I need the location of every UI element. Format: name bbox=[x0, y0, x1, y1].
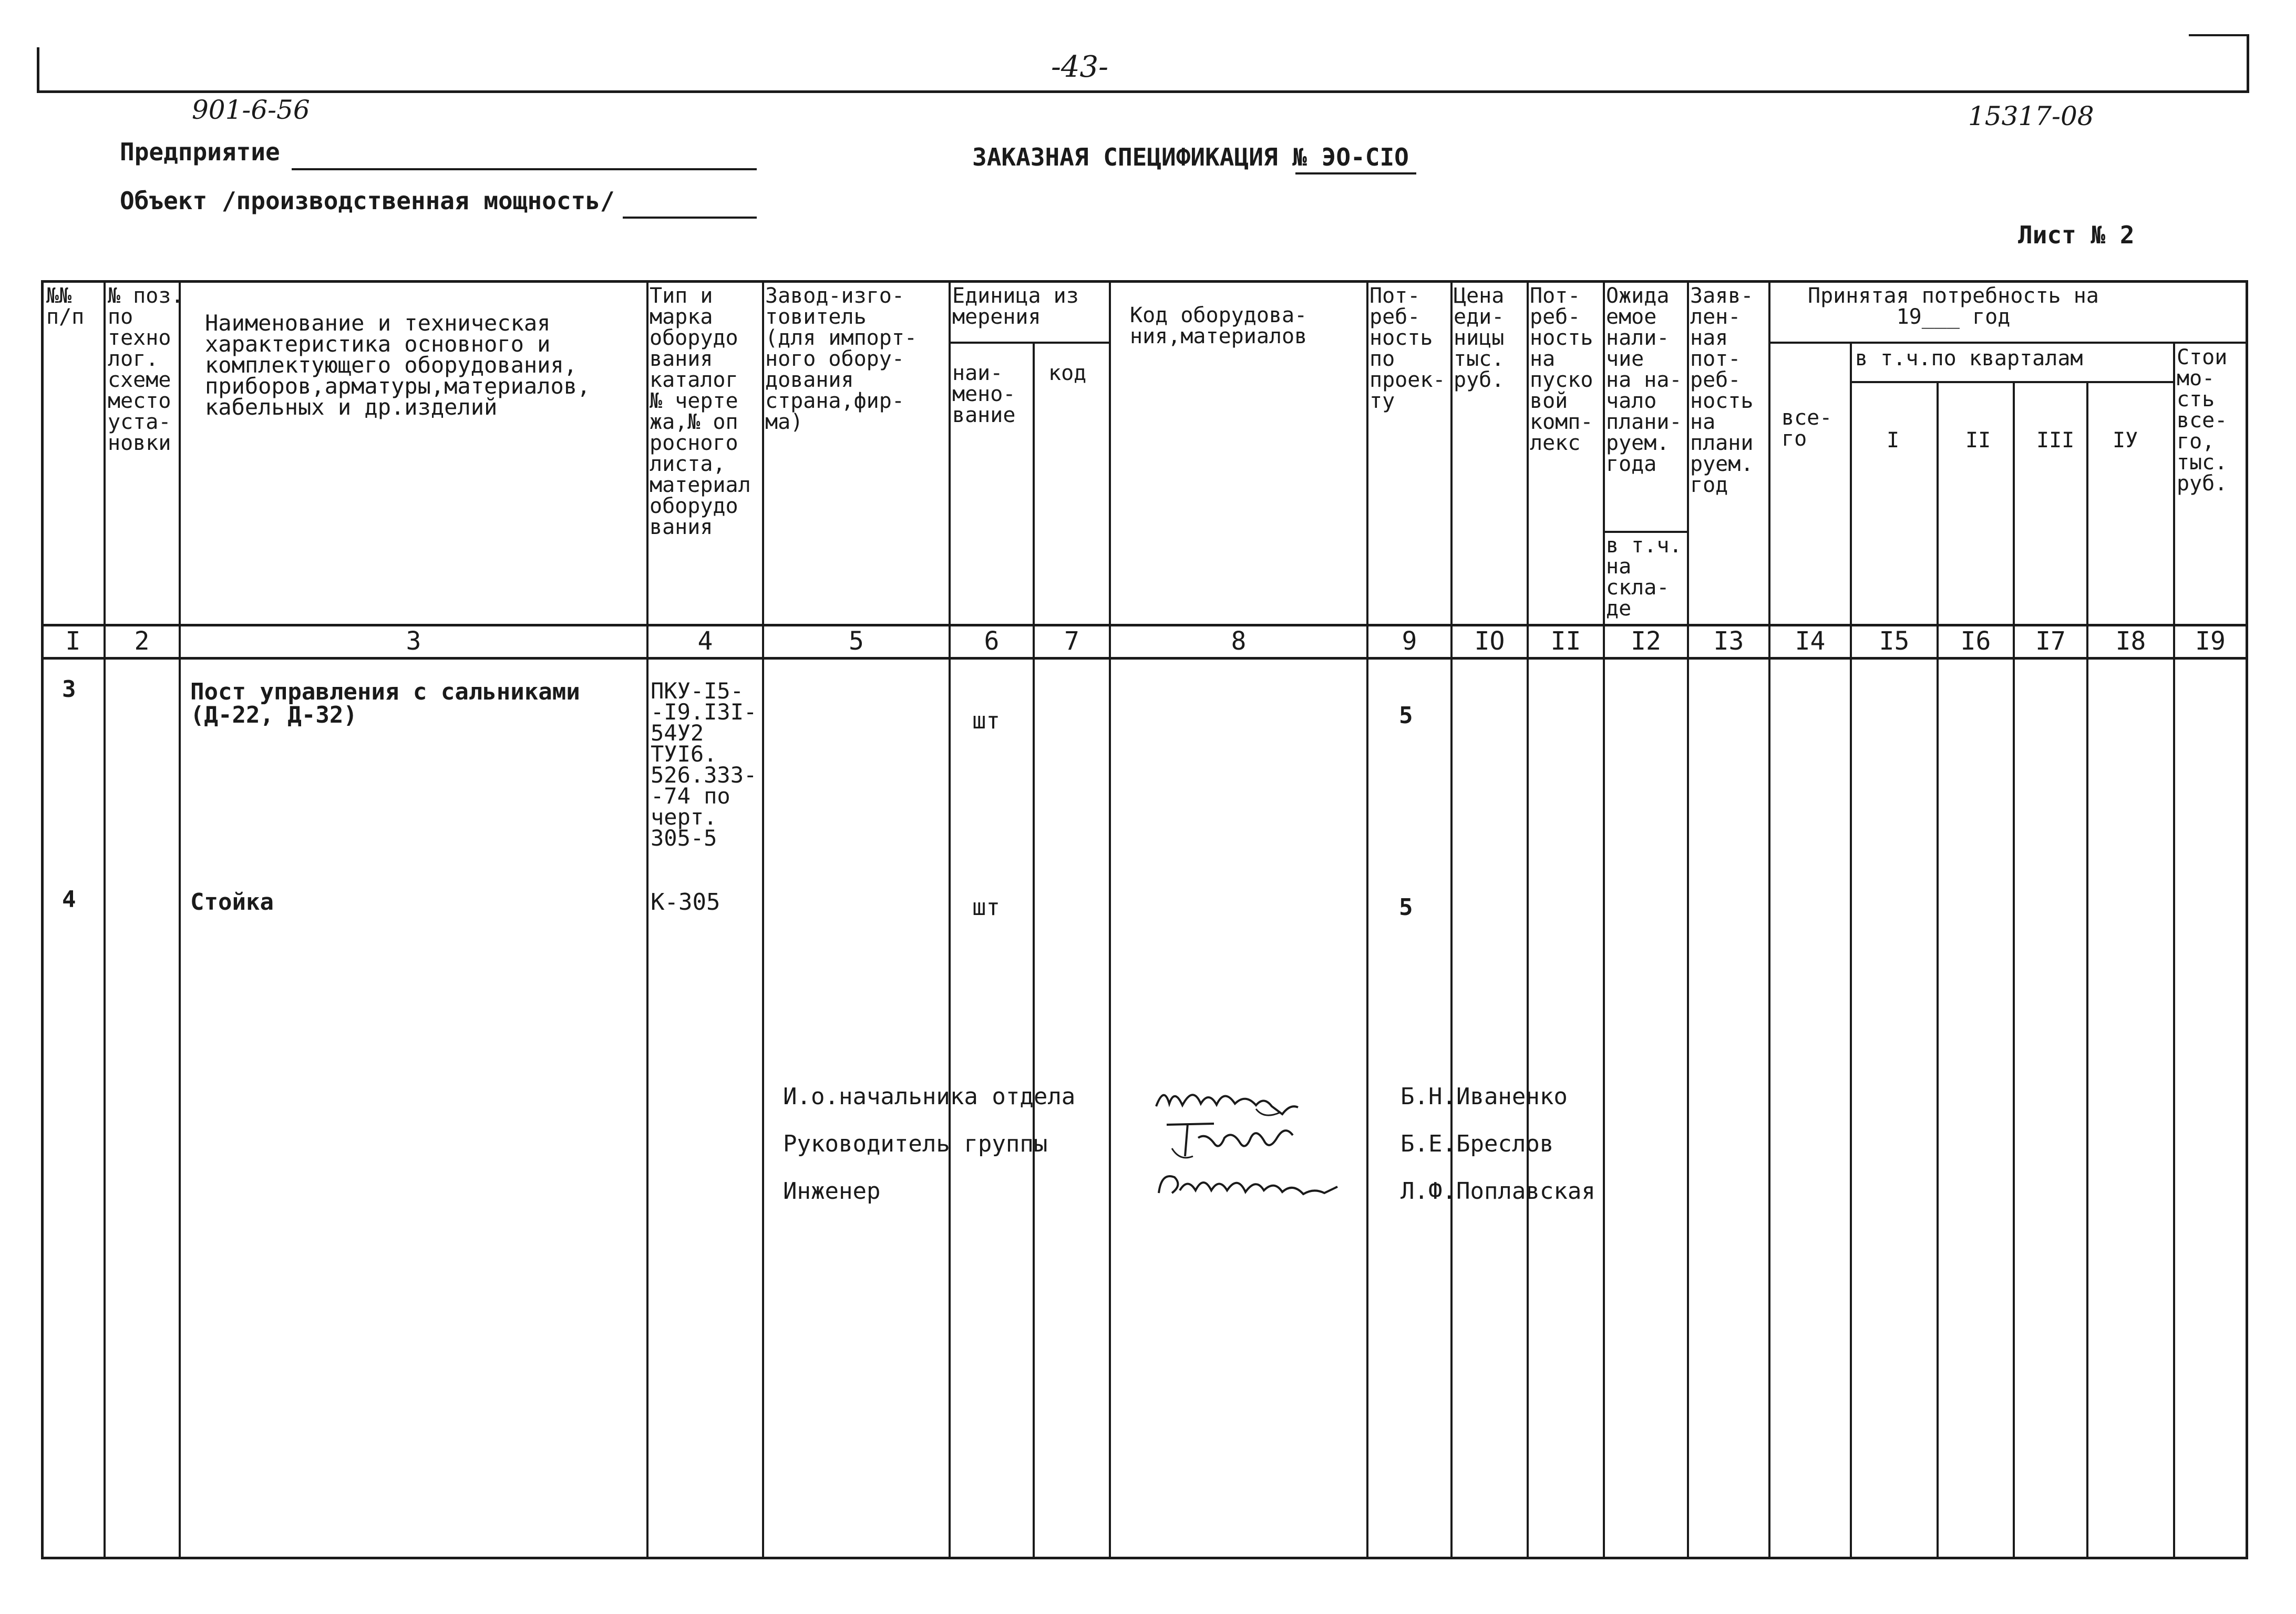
top-frame-right bbox=[2247, 34, 2249, 92]
header-col11: Пот- реб- ность на пуско вой комп- лекс bbox=[1530, 284, 1593, 455]
colnum-1: I bbox=[65, 626, 81, 656]
row-name: Стойка bbox=[190, 889, 274, 916]
sheet-number: Лист № 2 bbox=[2018, 221, 2135, 249]
header-col12: Ожида емое нали- чие на на- чало плани- руем. года bbox=[1606, 284, 1682, 476]
header-col15: I bbox=[1887, 428, 1900, 453]
row-unit: шт bbox=[972, 894, 1000, 921]
vline-6 bbox=[1033, 342, 1035, 1558]
colnum-3: 3 bbox=[406, 626, 421, 656]
handwritten-signature bbox=[1156, 1114, 1314, 1167]
header-col4: Тип и марка оборудо вания каталог № черте жа,№ оп росного листа, материал оборудо вания bbox=[650, 284, 751, 539]
colnum-18: I8 bbox=[2115, 626, 2146, 656]
header-col2: № поз. по техно лог. схеме место уста- новки bbox=[108, 284, 184, 455]
colnum-7: 7 bbox=[1064, 626, 1079, 656]
signature-role: И.о.начальника отдела bbox=[783, 1083, 1076, 1110]
top-frame-right-tick bbox=[2189, 34, 2249, 36]
colnum-10: IO bbox=[1474, 626, 1505, 656]
header-col12-stock: в т.ч. на скла- де bbox=[1606, 533, 1682, 621]
vline-left bbox=[41, 280, 44, 1558]
row-name: Пост управления с сальниками (Д-22, Д-32) bbox=[190, 679, 580, 728]
doc-code-right: 15317-08 bbox=[1968, 101, 2094, 131]
page-number: -43- bbox=[1051, 50, 1109, 84]
colnum-8: 8 bbox=[1231, 626, 1247, 656]
vline-9 bbox=[1450, 280, 1453, 1558]
header-col3: Наименование и техническая характеристика основного и комплектующего оборудования, приборов,арматуры,материалов, кабельных и др.изделий bbox=[205, 310, 591, 420]
signature-role: Руководитель группы bbox=[783, 1130, 1048, 1157]
vline-2 bbox=[179, 280, 181, 1558]
row-type: К-305 bbox=[651, 889, 720, 916]
colnum-2: 2 bbox=[134, 626, 150, 656]
header-col19: Стои мо- сть все- го, тыс. руб. bbox=[2177, 345, 2228, 496]
header-col10: Цена еди- ницы тыс. руб. bbox=[1454, 284, 1505, 392]
colnum-12: I2 bbox=[1631, 626, 1661, 656]
header-col14-19: Принятая потребность на 19___ год bbox=[1808, 284, 2099, 329]
colnum-15: I5 bbox=[1879, 626, 1910, 656]
vline-16 bbox=[2013, 381, 2015, 1558]
row-unit: шт bbox=[972, 707, 1000, 734]
header-col9: Пот- реб- ность по проек- ту bbox=[1370, 284, 1446, 413]
spec-title: ЗАКАЗНАЯ СПЕЦИФИКАЦИЯ № ЭО-СIO bbox=[972, 143, 1409, 171]
header-col6-7: Единица из мерения bbox=[952, 284, 1079, 329]
colnum-16: I6 bbox=[1960, 626, 1991, 656]
stock-sub-line bbox=[1603, 531, 1687, 533]
table-bottom-line bbox=[41, 1557, 2248, 1559]
header-col13: Заяв- лен- ная пот- реб- ность на плани руем. год bbox=[1690, 284, 1754, 497]
enterprise-underline bbox=[292, 168, 757, 170]
colnum-11: II bbox=[1550, 626, 1581, 656]
quarter-sub-line bbox=[1850, 381, 2173, 383]
header-col17: III bbox=[2036, 428, 2075, 453]
header-quarters: в т.ч.по кварталам bbox=[1855, 346, 2083, 371]
vline-18 bbox=[2173, 342, 2175, 1558]
vline-14 bbox=[1850, 342, 1852, 1558]
header-col5: Завод-изго- товитель (для импорт- ного обору- дования страна,фир- ма) bbox=[765, 284, 917, 434]
header-col1: №№ п/п bbox=[46, 284, 85, 329]
colnum-4: 4 bbox=[697, 626, 713, 656]
header-col14: все- го bbox=[1782, 406, 1832, 451]
object-label: Объект /производственная мощность/ bbox=[120, 187, 615, 215]
header-col18: IУ bbox=[2113, 428, 2138, 453]
header-col16: II bbox=[1965, 428, 1991, 453]
row-number: 3 bbox=[62, 676, 76, 703]
vline-5 bbox=[949, 280, 951, 1558]
colnum-bottom-line bbox=[41, 657, 2248, 660]
vline-8 bbox=[1366, 280, 1368, 1558]
signature-name: Л.Ф.Поплавская bbox=[1401, 1178, 1595, 1205]
row-qty: 5 bbox=[1399, 894, 1413, 921]
object-underline bbox=[623, 217, 757, 219]
table-top-line bbox=[41, 280, 2248, 283]
vline-13 bbox=[1768, 280, 1770, 1558]
vline-3 bbox=[646, 280, 648, 1558]
enterprise-label: Предприятие bbox=[120, 138, 280, 166]
colnum-13: I3 bbox=[1713, 626, 1744, 656]
row-qty: 5 bbox=[1399, 702, 1413, 729]
vline-7 bbox=[1109, 280, 1111, 1558]
spec-title-underline bbox=[1295, 172, 1416, 174]
vline-10 bbox=[1527, 280, 1529, 1558]
vline-right bbox=[2246, 280, 2248, 1558]
colnum-17: I7 bbox=[2035, 626, 2066, 656]
signature-name: Б.Н.Иваненко bbox=[1401, 1083, 1568, 1110]
vline-12 bbox=[1687, 280, 1689, 1558]
header-col7: код bbox=[1048, 361, 1087, 385]
colnum-6: 6 bbox=[984, 626, 1000, 656]
header-col8: Код оборудова- ния,материалов bbox=[1130, 303, 1307, 348]
row-number: 4 bbox=[62, 886, 76, 913]
row-type: ПКУ-I5- -I9.I3I- 54У2 ТУI6. 526.333- -74 по черт. 305-5 bbox=[651, 678, 757, 851]
vline-17 bbox=[2086, 381, 2088, 1558]
vline-1 bbox=[104, 280, 106, 1558]
handwritten-signature bbox=[1151, 1161, 1345, 1209]
vline-15 bbox=[1937, 381, 1939, 1558]
top-border bbox=[37, 90, 2249, 93]
vline-4 bbox=[762, 280, 764, 1558]
signature-role: Инженер bbox=[783, 1178, 881, 1205]
top-frame-left bbox=[37, 47, 39, 92]
colnum-5: 5 bbox=[849, 626, 864, 656]
header-col6: наи- мено- вание bbox=[952, 361, 1016, 427]
colnum-14: I4 bbox=[1795, 626, 1826, 656]
colnum-9: 9 bbox=[1402, 626, 1417, 656]
colnum-19: I9 bbox=[2195, 626, 2226, 656]
vline-11 bbox=[1603, 280, 1605, 1558]
unit-sub-line bbox=[949, 342, 1109, 344]
signature-name: Б.Е.Бреслов bbox=[1401, 1130, 1554, 1157]
doc-code-left: 901-6-56 bbox=[192, 95, 310, 125]
year-sub-line bbox=[1768, 342, 2248, 344]
